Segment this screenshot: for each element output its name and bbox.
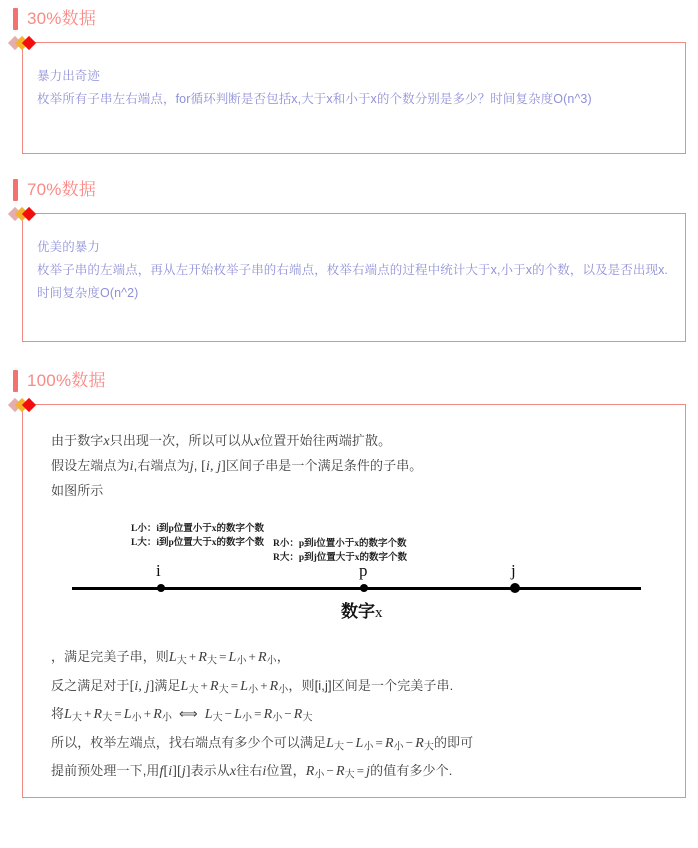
sym-R-small: R小 bbox=[263, 707, 283, 724]
math-line-5 bbox=[51, 759, 669, 788]
op-minus: − bbox=[224, 706, 233, 721]
section-heading-label: 70%数据 bbox=[27, 180, 97, 199]
note-box-70 bbox=[22, 213, 686, 342]
point-label-i: i bbox=[156, 561, 161, 580]
op-plus: + bbox=[260, 677, 268, 693]
point-dot-p bbox=[360, 584, 368, 592]
number-line-figure bbox=[51, 511, 669, 639]
section-heading-100 bbox=[0, 370, 698, 392]
var-x: x bbox=[103, 434, 110, 449]
math-line-3 bbox=[51, 702, 669, 731]
op-minus: − bbox=[284, 706, 292, 721]
math-line-5-mid3: 位置， bbox=[266, 763, 306, 778]
note-box-100 bbox=[22, 404, 686, 798]
math-line-5-mid1: 表示从 bbox=[190, 763, 230, 778]
math-line-5-prefix: 提前预处理一下,用 bbox=[51, 763, 160, 778]
op-plus: + bbox=[248, 649, 256, 664]
op-iff: ⟺ bbox=[178, 706, 198, 721]
var-j: j bbox=[189, 459, 194, 474]
var-x: x bbox=[229, 764, 237, 779]
sym-L-big: L大 bbox=[168, 650, 187, 667]
sym-L-small: L小 bbox=[240, 678, 259, 695]
var-i: i bbox=[262, 764, 267, 779]
heading-accent-bar bbox=[13, 8, 18, 30]
intro-line-1: 由于数字x只出现一次，所以可以从x位置开始往两端扩散。 bbox=[51, 433, 392, 449]
sym-R-big: R大 bbox=[93, 707, 113, 724]
math-line-1-suffix: ， bbox=[276, 649, 290, 664]
op-minus: − bbox=[346, 734, 354, 750]
intro-line-2: 假设左端点为i,右端点为j, [i, j]区间子串是一个满足条件的子串。 bbox=[51, 458, 423, 474]
note-line: 时间复杂度O(n^2) bbox=[37, 286, 139, 300]
math-line-5-suffix: 的值有多少个. bbox=[370, 763, 453, 778]
math-line-4 bbox=[51, 731, 669, 760]
sym-R-small: R小 bbox=[305, 764, 325, 781]
sym-L-small: L小 bbox=[228, 650, 247, 667]
note-line: 枚举子串的左端点，再从左开始枚举子串的右端点，枚举右端点的过程中统计大于x,小于x的个数，以及是否出现x. bbox=[37, 263, 668, 277]
sym-R-small: R小 bbox=[269, 678, 289, 695]
op-equals: = bbox=[219, 649, 227, 664]
op-equals: = bbox=[230, 677, 239, 693]
math-line-5-mid2: 往右 bbox=[236, 763, 263, 778]
point-dot-j bbox=[510, 583, 520, 593]
math-line-4-suffix: 的即可 bbox=[433, 734, 474, 750]
sym-L-small: L小 bbox=[123, 707, 142, 724]
note-line: 暴力出奇迹 bbox=[37, 69, 101, 83]
math-line-1 bbox=[51, 645, 669, 674]
op-equals: = bbox=[375, 734, 383, 750]
sym-L-big: L大 bbox=[180, 678, 199, 695]
op-minus: − bbox=[326, 763, 334, 778]
sym-R-big: R大 bbox=[293, 707, 313, 724]
sym-L-small: L小 bbox=[355, 735, 374, 752]
index-j: [j] bbox=[177, 764, 191, 779]
sym-R-small: R小 bbox=[257, 650, 277, 667]
op-equals: = bbox=[254, 706, 262, 721]
var-x: x bbox=[253, 434, 261, 449]
op-plus: + bbox=[188, 649, 197, 664]
sym-R-big: R大 bbox=[335, 764, 355, 781]
section-heading-label: 100%数据 bbox=[27, 371, 106, 390]
section-heading-30 bbox=[0, 8, 698, 30]
diamond-pink-icon bbox=[8, 398, 22, 412]
sym-R-big: R大 bbox=[209, 678, 229, 695]
sym-R-big: R大 bbox=[198, 650, 218, 667]
section-30 bbox=[0, 0, 698, 154]
interval-ij: [i, j] bbox=[201, 459, 226, 474]
op-plus: + bbox=[84, 706, 92, 721]
math-line-4-prefix: 所以，枚举左端点，找右端点有多少个可以满足 bbox=[51, 734, 327, 750]
sym-L-big: L大 bbox=[64, 707, 83, 724]
heading-accent-bar bbox=[13, 179, 18, 201]
diamond-pink-icon bbox=[8, 36, 22, 50]
op-plus: + bbox=[143, 706, 152, 721]
axis-caption-cn: 数字 bbox=[341, 602, 375, 621]
sym-R-big: R大 bbox=[415, 735, 434, 752]
sym-L-small: L小 bbox=[234, 707, 253, 724]
note-line: 枚举所有子串左右端点，for循环判断是否包括x,大于x和小于x的个数分别是多少？时间复杂度O(n^3) bbox=[37, 92, 592, 106]
intro-line-3: 如图所示 bbox=[51, 483, 104, 498]
sym-f: f bbox=[159, 764, 164, 779]
axis-caption-var: x bbox=[375, 605, 383, 621]
heading-accent-bar bbox=[13, 370, 18, 392]
op-equals: = bbox=[114, 706, 122, 721]
op-plus: + bbox=[200, 677, 208, 693]
note-content-30 bbox=[23, 43, 685, 131]
math-line-3-prefix: 将 bbox=[51, 706, 65, 721]
var-i: i bbox=[129, 459, 134, 474]
note-line: 优美的暴力 bbox=[37, 240, 101, 254]
sym-R-small: R小 bbox=[153, 707, 172, 724]
point-dot-i bbox=[157, 584, 165, 592]
math-line-2 bbox=[51, 674, 669, 703]
label-l-big: L大：i到p位置大于x的数字个数 bbox=[131, 538, 265, 548]
sym-L-big: L大 bbox=[204, 707, 223, 724]
point-label-p: p bbox=[359, 561, 368, 580]
interval-ij: [i, j] bbox=[129, 678, 155, 694]
label-r-small: R小：p到i位置小于x的数字个数 bbox=[273, 539, 407, 549]
var-j: j bbox=[366, 764, 371, 779]
sym-R-small: R小 bbox=[384, 735, 404, 752]
section-heading-70 bbox=[0, 179, 698, 201]
op-equals: = bbox=[356, 763, 365, 778]
section-70 bbox=[0, 154, 698, 342]
math-line-2-mid: 满足 bbox=[154, 677, 181, 693]
section-heading-label: 30%数据 bbox=[27, 9, 97, 28]
note-box-30 bbox=[22, 42, 686, 154]
math-line-1-prefix: ，满足完美子串，则 bbox=[51, 649, 169, 664]
sym-L-big: L大 bbox=[326, 735, 345, 752]
note-content-70 bbox=[23, 214, 685, 325]
section-100 bbox=[0, 342, 698, 798]
math-line-2-prefix: 反之满足对于 bbox=[51, 677, 130, 693]
axis-caption bbox=[341, 597, 383, 622]
label-r-big: R大：p到j位置大于x的数字个数 bbox=[273, 553, 408, 563]
point-label-j: j bbox=[511, 561, 516, 580]
label-l-small: L小：i到p位置小于x的数字个数 bbox=[131, 524, 265, 534]
index-i: [i] bbox=[163, 764, 178, 779]
math-line-2-suffix: ，则[i,j]区间是一个完美子串. bbox=[288, 677, 454, 693]
op-minus: − bbox=[405, 734, 414, 750]
diamond-pink-icon bbox=[8, 207, 22, 221]
note-content-100 bbox=[23, 405, 685, 818]
